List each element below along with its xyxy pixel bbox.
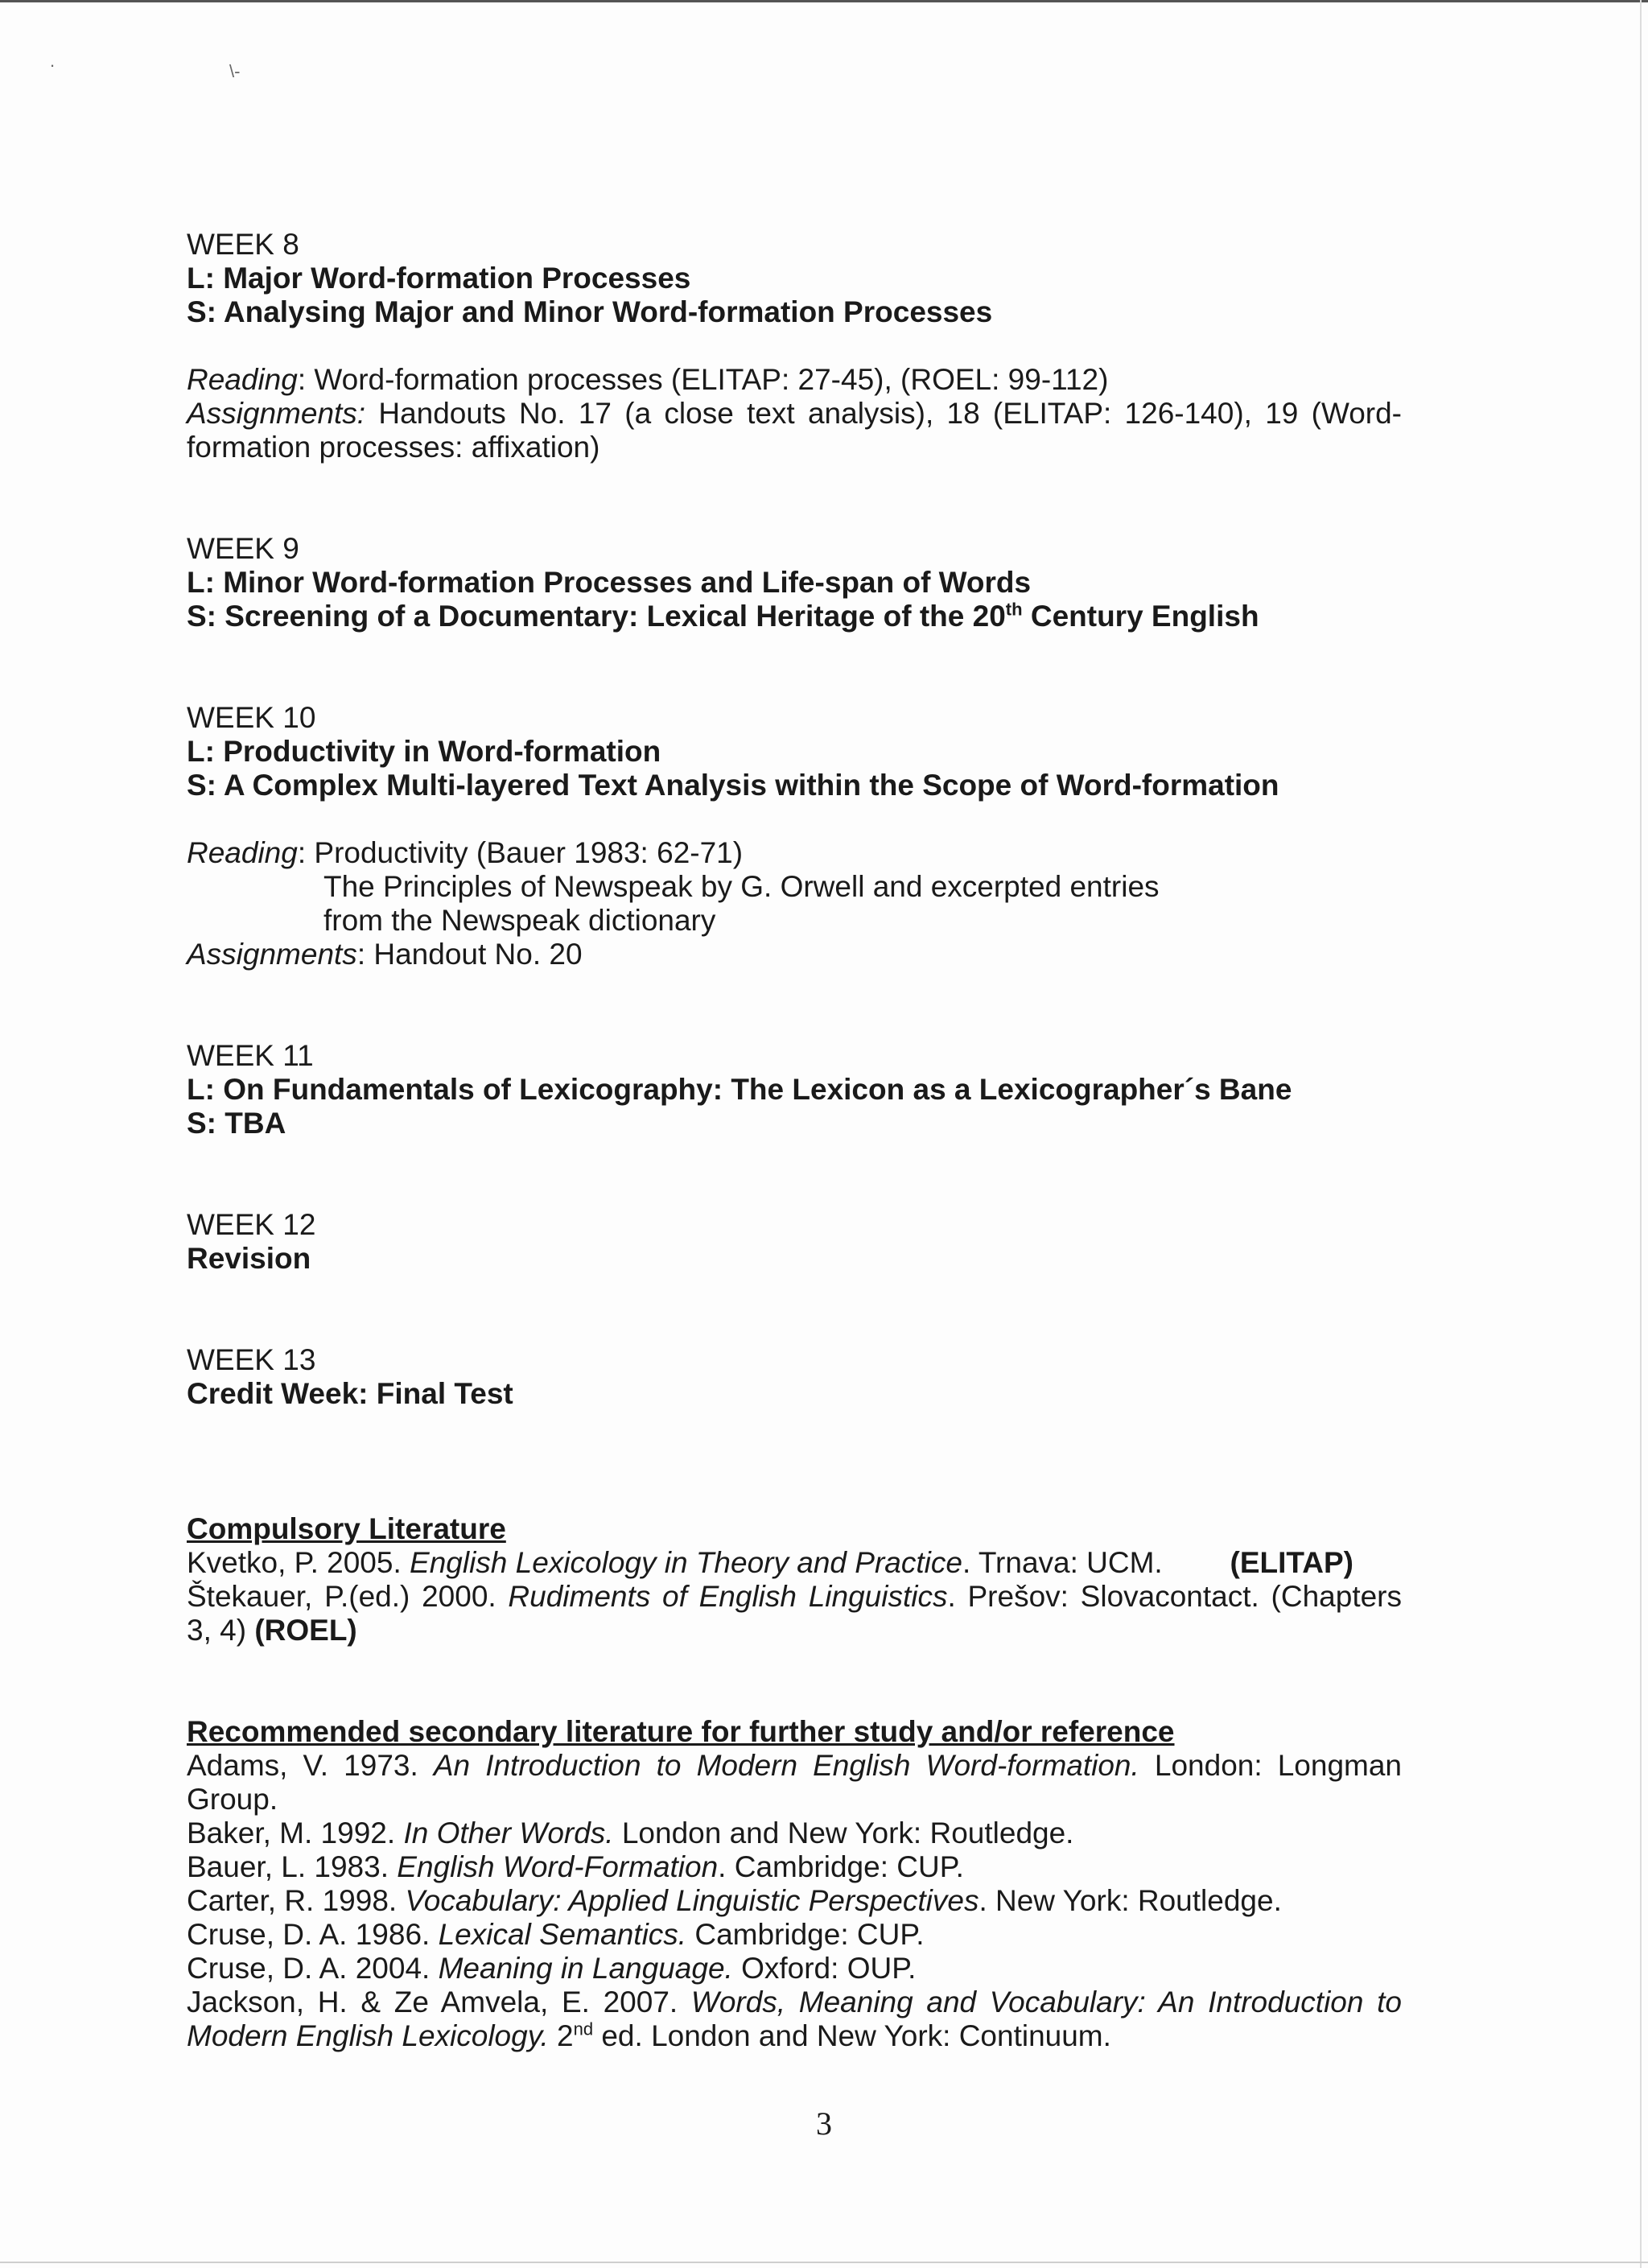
literature-entry: Adams, V. 1973. An Introduction to Modern English Word-formation. London: Longman Group. bbox=[187, 1749, 1403, 1816]
week-heading: WEEK 11 bbox=[187, 1039, 314, 1072]
lecture-topic: L: Minor Word-formation Processes and Life-span of Words bbox=[187, 566, 1032, 599]
week-13-section bbox=[187, 1343, 1402, 1411]
week-heading: WEEK 10 bbox=[187, 701, 316, 734]
week-heading: WEEK 12 bbox=[187, 1208, 316, 1241]
scan-edge-bottom bbox=[0, 2262, 1648, 2263]
literature-entry: Jackson, H. & Ze Amvela, E. 2007. Words, Meaning and Vocabulary: An Introduction to Modern English Lexicology. 2nd ed. London and New York: Continuum. bbox=[187, 1986, 1402, 2052]
week-8-section bbox=[187, 228, 1402, 464]
week-heading: WEEK 8 bbox=[187, 228, 299, 261]
literature-entry: Baker, M. 1992. In Other Words. London and New York: Routledge. bbox=[187, 1816, 1074, 1849]
abbrev-tag: (ELITAP) bbox=[1230, 1546, 1353, 1579]
reading-line-continued: The Principles of Newspeak by G. Orwell and excerpted entries from the Newspeak dictionary bbox=[323, 870, 1160, 937]
assignments-line: Assignments: Handouts No. 17 (a close text analysis), 18 (ELITAP: 126-140), 19 (Word-formation processes: affixation) bbox=[187, 397, 1402, 464]
week-11-section bbox=[187, 1039, 1402, 1140]
week-heading: WEEK 13 bbox=[187, 1343, 316, 1376]
week-topic: Credit Week: Final Test bbox=[187, 1377, 513, 1410]
lecture-topic: L: Productivity in Word-formation bbox=[187, 735, 661, 768]
syllabus-content bbox=[187, 228, 1402, 2053]
compulsory-literature-heading: Compulsory Literature bbox=[187, 1512, 506, 1545]
recommended-literature-section bbox=[187, 1715, 1402, 2053]
literature-entry: Štekauer, P.(ed.) 2000. Rudiments of English Linguistics. Prešov: Slovacontact. (Chapters 3, 4) (ROEL) bbox=[187, 1580, 1402, 1647]
scan-speck: \- bbox=[229, 61, 241, 81]
week-topic: Revision bbox=[187, 1242, 311, 1275]
reading-line: Reading: Productivity (Bauer 1983: 62-71) bbox=[187, 836, 744, 869]
literature-entry: Cruse, D. A. 2004. Meaning in Language. Oxford: OUP. bbox=[187, 1952, 917, 1985]
lecture-topic: L: Major Word-formation Processes bbox=[187, 262, 691, 295]
scan-edge-right bbox=[1640, 0, 1642, 2268]
recommended-literature-heading: Recommended secondary literature for further study and/or reference bbox=[187, 1715, 1175, 1748]
literature-entry: Kvetko, P. 2005. English Lexicology in Theory and Practice. Trnava: UCM. (ELITAP) bbox=[187, 1546, 1353, 1579]
week-heading: WEEK 9 bbox=[187, 532, 299, 565]
compulsory-literature-section bbox=[187, 1512, 1402, 1647]
seminar-topic: S: Analysing Major and Minor Word-formation Processes bbox=[187, 295, 993, 328]
abbrev-tag: (ROEL) bbox=[254, 1614, 357, 1647]
seminar-topic: S: TBA bbox=[187, 1107, 286, 1140]
lecture-topic: L: On Fundamentals of Lexicography: The Lexicon as a Lexicographer´s Bane bbox=[187, 1073, 1292, 1106]
week-9-section bbox=[187, 532, 1402, 633]
literature-entry: Carter, R. 1998. Vocabulary: Applied Linguistic Perspectives. New York: Routledge. bbox=[187, 1884, 1282, 1917]
week-10-section bbox=[187, 701, 1402, 971]
literature-entry: Cruse, D. A. 1986. Lexical Semantics. Cambridge: CUP. bbox=[187, 1918, 925, 1951]
seminar-topic: S: Screening of a Documentary: Lexical Heritage of the 20th Century English bbox=[187, 599, 1259, 633]
seminar-topic: S: A Complex Multi-layered Text Analysis within the Scope of Word-formation bbox=[187, 769, 1279, 802]
scan-edge-top bbox=[0, 0, 1648, 2]
scan-speck: . bbox=[50, 51, 56, 71]
page-number: 3 bbox=[816, 2105, 832, 2142]
literature-entry: Bauer, L. 1983. English Word-Formation. Cambridge: CUP. bbox=[187, 1850, 964, 1883]
assignments-line: Assignments: Handout No. 20 bbox=[187, 938, 583, 971]
week-12-section bbox=[187, 1208, 1402, 1276]
reading-line: Reading: Word-formation processes (ELITAP: 27-45), (ROEL: 99-112) bbox=[187, 363, 1109, 396]
